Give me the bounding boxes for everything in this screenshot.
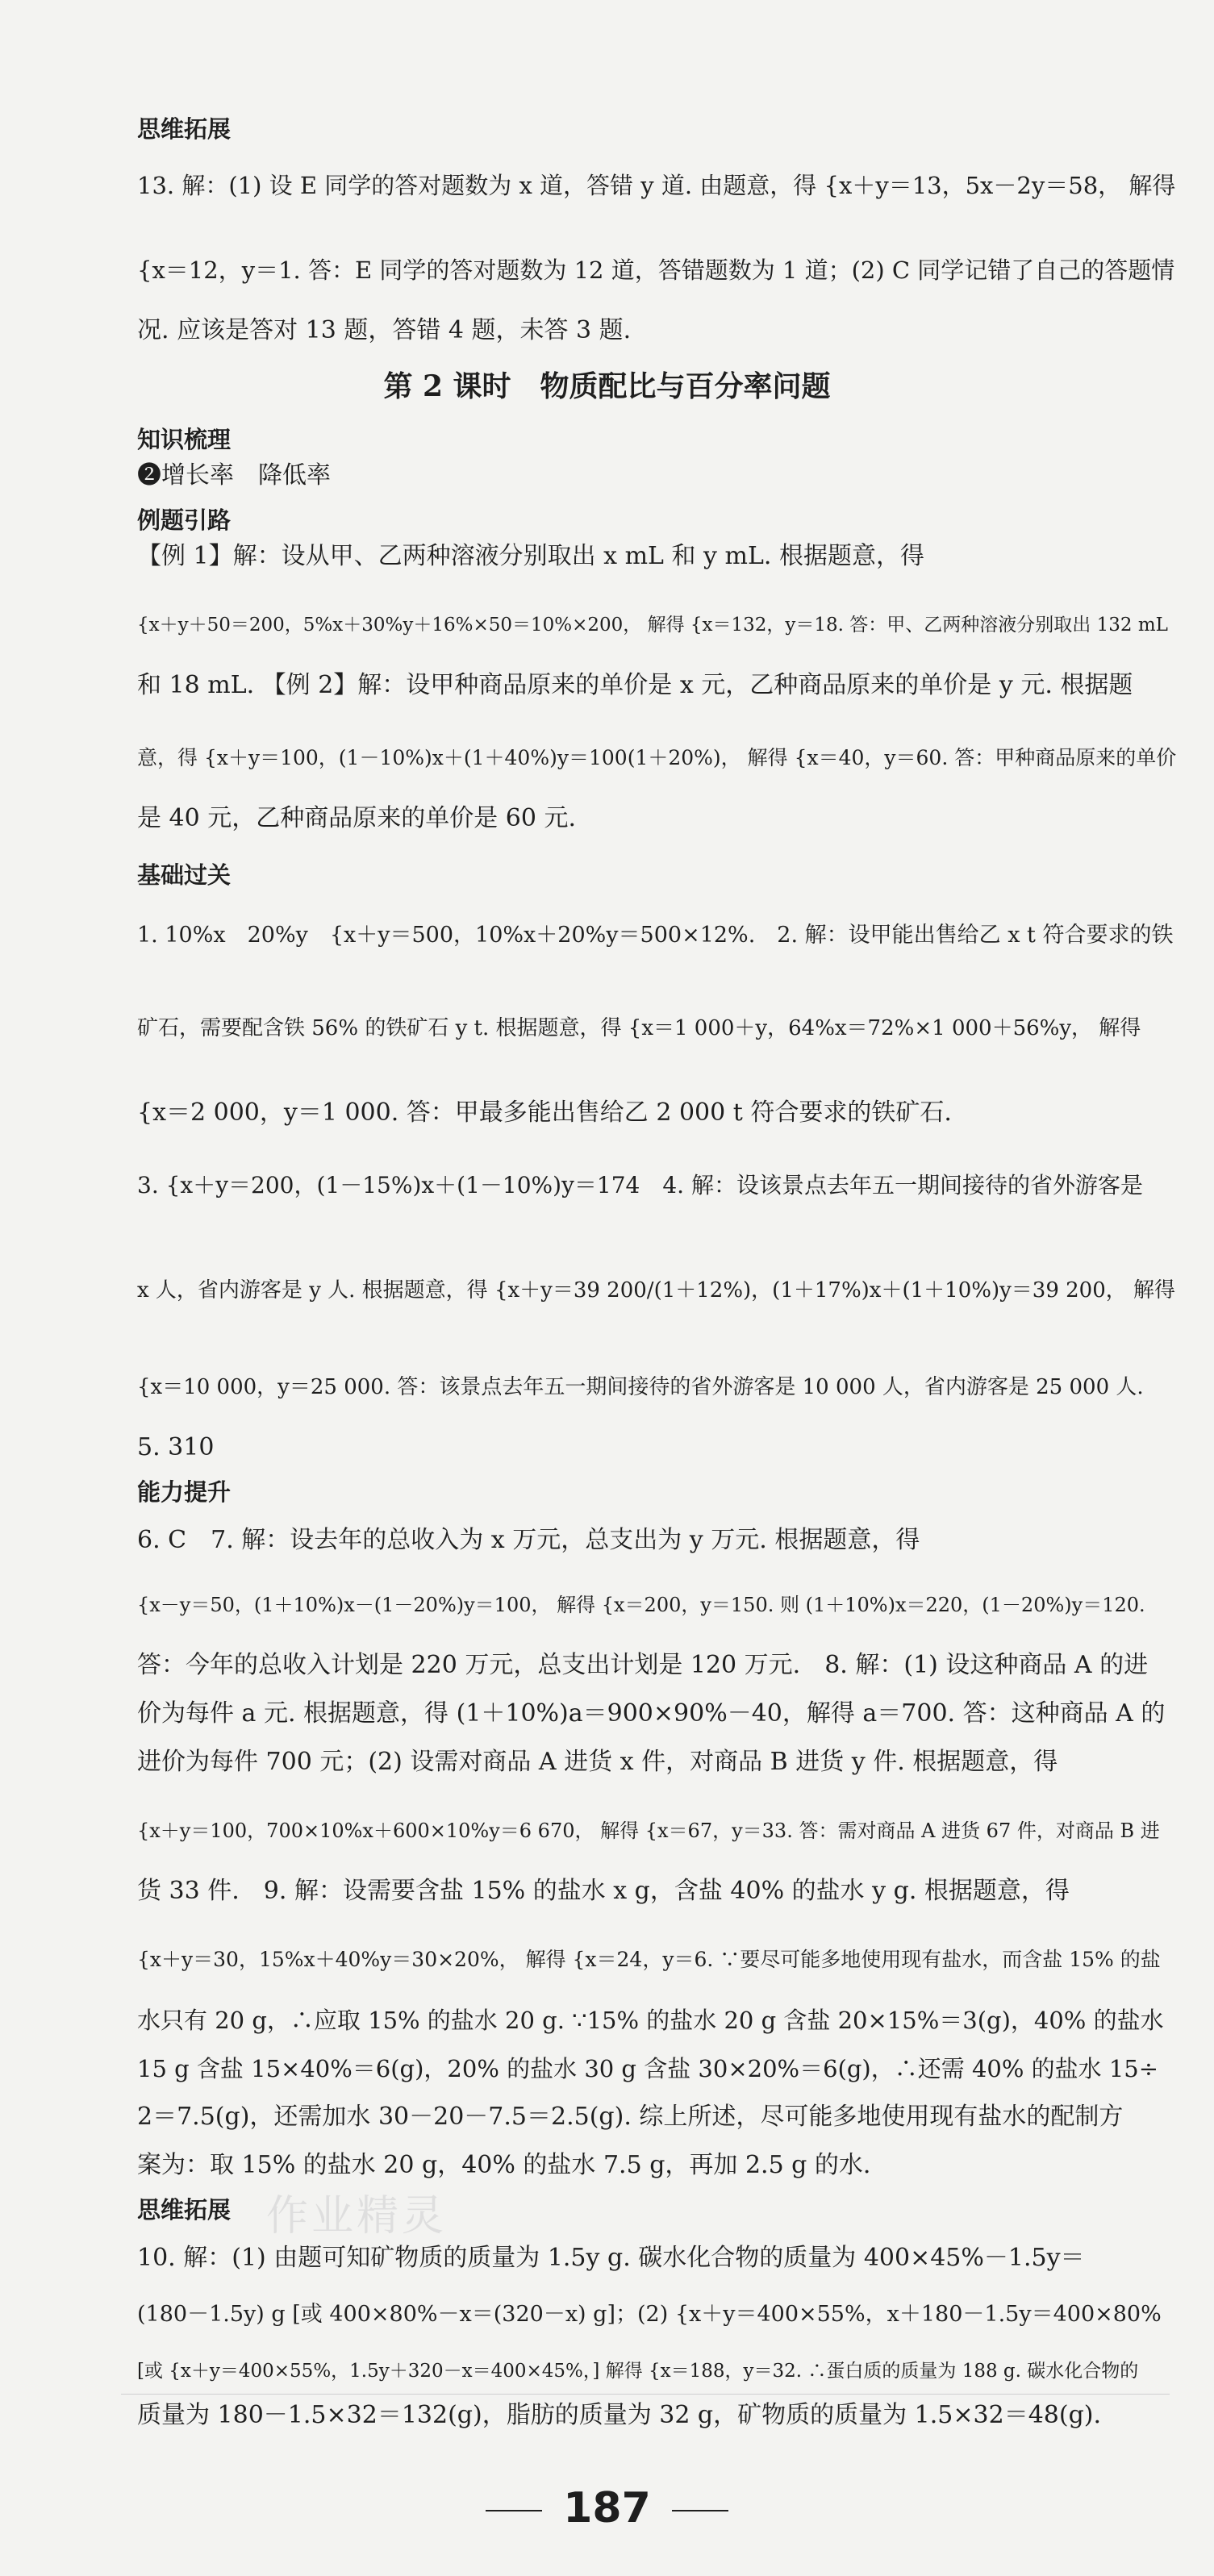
answer-line: 10. 解：(1) 由题可知矿物质的质量为 1.5y g. 碳水化合物的质量为 400×45%－1.5y＝ <box>137 2244 1085 2272</box>
answer-line: 15 g 含盐 15×40%＝6(g)，20% 的盐水 30 g 含盐 30×20%＝6(g)，∴还需 40% 的盐水 15÷ <box>137 2055 1159 2082</box>
answer-line: [或 {x＋y＝400×55%，1.5y＋320－x＝400×45%，] 解得 {x＝188，y＝32. ∴蛋白质的质量为 188 g. 碳水化合物的 <box>137 2361 1139 2382</box>
answer-line: {x＋y＝100，700×10%x＋600×10%y＝6 670， 解得 {x＝67，y＝33. 答：需对商品 A 进货 67 件，对商品 B 进 <box>137 1819 1160 1842</box>
answer-line: 价为每件 a 元. 根据题意，得 (1＋10%)a＝900×90%－40，解得 a＝700. 答：这种商品 A 的 <box>137 1699 1166 1728</box>
answer-line: 质量为 180－1.5×32＝132(g)，脂肪的质量为 32 g，矿物质的质量为 1.5×32＝48(g). <box>137 2401 1102 2429</box>
lesson-title: 第 2 课时 物质配比与百分率问题 <box>383 369 831 403</box>
answer-line: 况. 应该是答对 13 题，答错 4 题，未答 3 题. <box>137 316 632 344</box>
page-number-dash-right <box>672 2510 728 2511</box>
answer-line: 案为：取 15% 的盐水 20 g，40% 的盐水 7.5 g，再加 2.5 g 的水. <box>137 2151 871 2179</box>
answer-line: 货 33 件. 9. 解：设需要含盐 15% 的盐水 x g，含盐 40% 的盐水 y g. 根据题意，得 <box>137 1877 1070 1905</box>
answer-line: {x＋y＋50＝200，5%x＋30%y＋16%×50＝10%×200， 解得 {x＝132，y＝18. 答：甲、乙两种溶液分别取出 132 mL <box>137 615 1168 636</box>
answer-line: 2＝7.5(g)，还需加水 30－20－7.5＝2.5(g). 综上所述，尽可能多地使用现有盐水的配制方 <box>137 2103 1124 2131</box>
answer-line: 进价为每件 700 元；(2) 设需对商品 A 进货 x 件，对商品 B 进货 y 件. 根据题意，得 <box>137 1748 1058 1776</box>
section-heading-examples: 例题引路 <box>137 506 232 534</box>
section-heading-ability: 能力提升 <box>137 1478 232 1506</box>
footer-divider <box>121 2394 1170 2395</box>
answer-line: {x＋y＝30，15%x＋40%y＝30×20%， 解得 {x＝24，y＝6. ∵要尽可能多地使用现有盐水，而含盐 15% 的盐 <box>137 1948 1161 1971</box>
answer-line: x 人，省内游客是 y 人. 根据题意，得 {x＋y＝39 200/(1＋12%)，(1＋17%)x＋(1＋10%)y＝39 200， 解得 <box>137 1278 1176 1303</box>
answer-line: 【例 1】解：设从甲、乙两种溶液分别取出 x mL 和 y mL. 根据题意，得 <box>137 542 924 570</box>
answer-line: 13. 解：(1) 设 E 同学的答对题数为 x 道，答错 y 道. 由题意，得 {x＋y＝13，5x－2y＝58， 解得 <box>137 172 1176 199</box>
section-heading-basic: 基础过关 <box>137 861 232 889</box>
answer-line: {x－y＝50，(1＋10%)x－(1－20%)y＝100， 解得 {x＝200，y＝150. 则 (1＋10%)x＝220，(1－20%)y＝120. <box>137 1594 1145 1616</box>
section-heading-thinking-extend-2: 思维拓展 <box>137 2196 232 2224</box>
page-number-dash-left <box>486 2510 542 2511</box>
answer-line: 和 18 mL. 【例 2】解：设甲种商品原来的单价是 x 元，乙种商品原来的单价是 y 元. 根据题 <box>137 671 1133 699</box>
answer-line: 水只有 20 g，∴应取 15% 的盐水 20 g. ∵15% 的盐水 20 g 含盐 20×15%＝3(g)，40% 的盐水 <box>137 2007 1164 2034</box>
answer-line: {x＝2 000，y＝1 000. 答：甲最多能出售给乙 2 000 t 符合要求的铁矿石. <box>137 1098 952 1127</box>
answer-line: 答：今年的总收入计划是 220 万元，总支出计划是 120 万元. 8. 解：(1) 设这种商品 A 的进 <box>137 1651 1149 1679</box>
answer-line: {x＝12，y＝1. 答：E 同学的答对题数为 12 道，答错题数为 1 道；(2) C 同学记错了自己的答题情 <box>137 256 1175 284</box>
answer-line: 1. 10%x 20%y {x＋y＝500，10%x＋20%y＝500×12%. 2. 解：设甲能出售给乙 x t 符合要求的铁 <box>137 923 1174 948</box>
page-number: 187 <box>563 2484 651 2532</box>
answer-line: 6. C 7. 解：设去年的总收入为 x 万元，总支出为 y 万元. 根据题意，得 <box>137 1526 920 1554</box>
answer-line: 5. 310 <box>137 1433 215 1461</box>
answer-line: {x＝10 000，y＝25 000. 答：该景点去年五一期间接待的省外游客是 10 000 人，省内游客是 25 000 人. <box>137 1375 1144 1399</box>
section-heading-thinking-extend: 思维拓展 <box>137 115 232 143</box>
answer-line: 是 40 元，乙种商品原来的单价是 60 元. <box>137 804 577 832</box>
answer-line: 矿石，需要配含铁 56% 的铁矿石 y t. 根据题意，得 {x＝1 000＋y，64%x＝72%×1 000＋56%y， 解得 <box>137 1016 1141 1040</box>
answer-line: (180－1.5y) g [或 400×80%－x＝(320－x) g]；(2) {x＋y＝400×55%，x＋180－1.5y＝400×80% <box>137 2302 1162 2327</box>
answer-line: 3. {x＋y＝200，(1－15%)x＋(1－10%)y＝174 4. 解：设该景点去年五一期间接待的省外游客是 <box>137 1172 1143 1198</box>
page-number-block <box>0 2484 1214 2532</box>
answer-line: 意，得 {x＋y＝100，(1－10%)x＋(1＋40%)y＝100(1＋20%)， 解得 {x＝40，y＝60. 答：甲种商品原来的单价 <box>137 746 1177 769</box>
section-heading-knowledge: 知识梳理 <box>137 426 232 453</box>
answer-line: ❷增长率 降低率 <box>137 461 331 490</box>
watermark-text: 作业精灵 <box>266 2192 448 2240</box>
